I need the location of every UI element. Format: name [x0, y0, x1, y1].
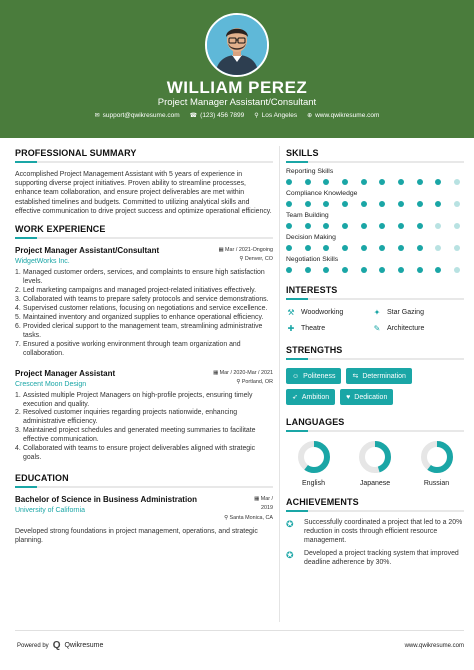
skill-name: Team Building: [286, 212, 329, 219]
rating-dot: [342, 267, 348, 273]
brand-name[interactable]: Qwikresume: [64, 642, 104, 649]
resume-header: [0, 0, 474, 138]
rating-dot: [417, 223, 423, 229]
list-item: 3. Collaborated with teams to prepare safety protocols and service demonstrations.: [15, 295, 269, 303]
star-gazing-icon: ✦: [373, 308, 381, 317]
skill-rating: [286, 223, 460, 229]
arrows-icon: ⇆: [352, 373, 359, 380]
right-column: [286, 148, 464, 568]
job-bullets: [15, 269, 273, 359]
language-ring: [297, 440, 331, 474]
rating-dot: [398, 223, 404, 229]
job-entry: [15, 369, 273, 464]
rating-dot: [398, 179, 404, 185]
theatre-icon: ✚: [287, 324, 295, 333]
rating-dot: [361, 223, 367, 229]
languages-list: [286, 440, 464, 487]
language-name: Japanese: [359, 480, 391, 487]
rating-dot: [323, 223, 329, 229]
location-icon: ⚲: [239, 256, 245, 263]
section-divider: [286, 358, 464, 360]
strength-chip: ⇆ Determination: [346, 368, 411, 384]
calendar-icon: ▦: [254, 496, 261, 503]
summary-text: Accomplished Project Management Assistant with 5 years of experience in supporting diverse project initiatives. Proven ability to streamline processes, enhance team collaboration, and ensure project deliverables are met within established timelines and budgets. Committed to utilizing analytical skills and effective communication to drive project success and optimize operational efficiency.: [15, 171, 272, 215]
rating-dot: [361, 267, 367, 273]
rating-dot: [435, 223, 441, 229]
section-heading: EDUCATION: [15, 473, 69, 484]
education-location: ⚲ Santa Monica, CA: [224, 514, 273, 521]
list-item: 4. Collaborated with teams to ensure project deliverables aligned with strategic goals.: [15, 445, 256, 462]
skills-list: [286, 168, 464, 273]
contact-phone[interactable]: ☎ (123) 456 7899: [189, 112, 245, 119]
smile-icon: ☺: [292, 372, 300, 380]
list-item: 2. Resolved customer inquiries regarding projects nationwide, enhancing administrative efficiency.: [15, 409, 238, 426]
footer-website[interactable]: www.qwikresume.com: [404, 642, 464, 649]
section-divider: [286, 510, 464, 512]
section-heading: PROFESSIONAL SUMMARY: [15, 148, 137, 158]
rating-dot: [286, 179, 292, 185]
languages-section: [286, 417, 464, 487]
education-section: EDUCATION Bachelor of Science in Business Administration University of California ▦ Mar / 2019 ⚲ Santa Monica, CA Developed strong foundations in project management, operations, and strategic planning.: [15, 473, 273, 545]
list-item: 2. Led marketing campaigns and managed project-related initiatives effectively.: [15, 286, 257, 294]
section-heading: INTERESTS: [286, 285, 338, 295]
skill-name: Compliance Knowledge: [286, 190, 358, 197]
rating-dot: [342, 179, 348, 185]
section-divider: [15, 161, 273, 163]
rating-dot: [435, 245, 441, 251]
footer-divider: [15, 630, 464, 631]
job-entry: [15, 246, 273, 359]
architecture-icon: ✎: [373, 324, 381, 333]
rating-dot: [417, 179, 423, 185]
job-dates: ▦ Mar / 2021-Ongoing: [218, 246, 273, 253]
rating-dot: [454, 245, 460, 251]
rating-dot: [361, 201, 367, 207]
rating-dot: [342, 223, 348, 229]
job-bullets: [15, 392, 273, 464]
language-item: [409, 440, 464, 487]
rating-dot: [398, 245, 404, 251]
rating-dot: [454, 223, 460, 229]
language-name: Russian: [423, 480, 450, 487]
contact-bar: [0, 112, 474, 119]
list-item: 4. Supervised customer relations, focusing on negotiations and service excellence.: [15, 304, 268, 312]
rating-dot: [286, 245, 292, 251]
interest-item: ✦ Star Gazing: [373, 308, 424, 317]
calendar-icon: ▦: [213, 369, 220, 376]
achievement-item: ✪ Developed a project tracking system that improved deadline adherence by 30%.: [286, 549, 459, 566]
education-text: Developed strong foundations in project management, operations, and strategic planning.: [15, 527, 258, 545]
section-divider: [15, 237, 273, 239]
section-heading: SKILLS: [286, 148, 319, 158]
language-ring: [420, 440, 454, 474]
skill-name: Decision Making: [286, 234, 336, 241]
rating-dot: [398, 201, 404, 207]
footer: [17, 640, 464, 651]
rating-dot: [379, 267, 385, 273]
interest-item: ✎ Architecture: [373, 324, 425, 333]
interest-item: ⚒ Woodworking: [287, 308, 344, 317]
strengths-section: [286, 345, 464, 405]
rating-dot: [342, 245, 348, 251]
skill-name: Negotiation Skills: [286, 256, 339, 263]
left-column: [15, 148, 273, 545]
candidate-title: Project Manager Assistant/Consultant: [157, 97, 317, 108]
section-divider: [286, 161, 464, 163]
list-item: 1. Assisted multiple Project Managers on high-profile projects, ensuring timely execution and quality.: [15, 391, 253, 408]
section-heading: ACHIEVEMENTS: [286, 497, 359, 507]
education-date: ▦ Mar /: [254, 496, 273, 503]
location-icon: ⚲: [254, 113, 259, 119]
rating-dot: [323, 267, 329, 273]
school-name: University of California: [15, 507, 86, 515]
section-divider: [15, 486, 273, 488]
job-title: Project Manager Assistant/Consultant: [15, 245, 160, 255]
list-item: 7. Ensured a positive working environment through team organization and collaboration.: [15, 340, 241, 357]
contact-location: ⚲ Los Angeles: [254, 112, 298, 119]
calendar-icon: ▦: [218, 246, 226, 253]
skill-rating: [286, 245, 460, 251]
rating-dot: [435, 267, 441, 273]
skill-rating: [286, 267, 460, 273]
rating-dot: [379, 223, 385, 229]
strengths-list: [286, 368, 466, 405]
rating-dot: [417, 201, 423, 207]
section-heading: LANGUAGES: [286, 417, 345, 427]
rating-dot: [305, 201, 311, 207]
rating-dot: [305, 179, 311, 185]
section-heading: WORK EXPERIENCE: [15, 223, 106, 234]
interest-item: ✚ Theatre: [287, 324, 326, 333]
language-item: [348, 440, 403, 487]
job-company: WidgetWorks Inc.: [15, 257, 70, 265]
heart-icon: ♥: [346, 393, 351, 401]
strength-chip: ➶ Ambition: [286, 389, 335, 405]
skills-section: [286, 148, 464, 273]
rating-dot: [379, 245, 385, 251]
powered-by: Powered by Q Qwikresume: [17, 640, 104, 651]
language-name: English: [302, 480, 325, 487]
degree-title: Bachelor of Science in Business Administration: [15, 495, 197, 505]
qwikresume-logo-icon: Q: [52, 640, 61, 651]
rating-dot: [286, 267, 292, 273]
email-icon: ✉: [94, 113, 100, 119]
language-ring: [358, 440, 392, 474]
rating-dot: [417, 245, 423, 251]
rating-dot: [361, 179, 367, 185]
rating-dot: [286, 201, 292, 207]
skill-rating: [286, 201, 460, 207]
rating-dot: [454, 267, 460, 273]
list-item: 5. Maintained inventory and organized supplies to enhance operational efficiency.: [15, 313, 264, 321]
candidate-name: WILLIAM PEREZ: [166, 78, 308, 97]
job-company: Crescent Moon Design: [15, 380, 87, 388]
list-item: 1. Managed customer orders, services, and complaints to ensure high satisfaction levels.: [15, 268, 265, 285]
strength-chip: ☺ Politeness: [286, 368, 341, 384]
trophy-icon: ✪: [286, 549, 294, 560]
rating-dot: [361, 245, 367, 251]
rating-dot: [342, 201, 348, 207]
rating-dot: [305, 245, 311, 251]
trophy-icon: ✪: [286, 519, 294, 529]
interests-section: [286, 285, 464, 333]
globe-icon: ⊕: [307, 113, 313, 119]
location-icon: ⚲: [236, 378, 242, 385]
rating-dot: [454, 179, 460, 185]
list-item: 3. Maintained project schedules and generated meeting summaries to facilitate effective communication.: [15, 427, 256, 444]
rating-dot: [435, 201, 441, 207]
column-divider: [279, 146, 280, 622]
interests-list: [286, 308, 464, 333]
rating-dot: [379, 201, 385, 207]
list-item: 6. Provided clerical support to the management team, streamlining administrative tasks.: [15, 322, 263, 339]
rating-dot: [398, 267, 404, 273]
section-heading: STRENGTHS: [286, 345, 343, 355]
achievement-item: ✪ Successfully coordinated a project that led to a 20% reduction in costs through efficient resource management.: [286, 519, 463, 544]
avatar: [205, 13, 269, 77]
rating-dot: [435, 179, 441, 185]
strength-chip: ♥ Dedication: [340, 389, 393, 405]
contact-email[interactable]: ✉ support@qwikresume.com: [94, 112, 180, 119]
rating-dot: [417, 267, 423, 273]
rating-dot: [305, 223, 311, 229]
achievements-section: [286, 497, 464, 568]
rating-dot: [454, 201, 460, 207]
rocket-icon: ➶: [292, 394, 298, 401]
rating-dot: [379, 179, 385, 185]
location-icon: ⚲: [224, 514, 230, 521]
contact-website[interactable]: ⊕ www.qwikresume.com: [307, 112, 380, 119]
job-title: Project Manager Assistant: [15, 368, 116, 378]
phone-icon: ☎: [189, 113, 198, 119]
language-item: [286, 440, 341, 487]
rating-dot: [305, 267, 311, 273]
summary-section: [15, 148, 273, 216]
job-location: ⚲ Denver, CO: [239, 256, 273, 263]
job-location: ⚲ Portland, OR: [236, 378, 273, 385]
rating-dot: [286, 223, 292, 229]
skill-rating: [286, 179, 460, 185]
job-dates: ▦ Mar / 2020-Mar / 2021: [213, 369, 273, 376]
section-divider: [286, 430, 464, 432]
rating-dot: [323, 201, 329, 207]
woodworking-icon: ⚒: [287, 308, 295, 317]
section-divider: [286, 298, 464, 300]
experience-section: [15, 224, 273, 463]
rating-dot: [323, 179, 329, 185]
skill-name: Reporting Skills: [286, 168, 334, 175]
rating-dot: [323, 245, 329, 251]
